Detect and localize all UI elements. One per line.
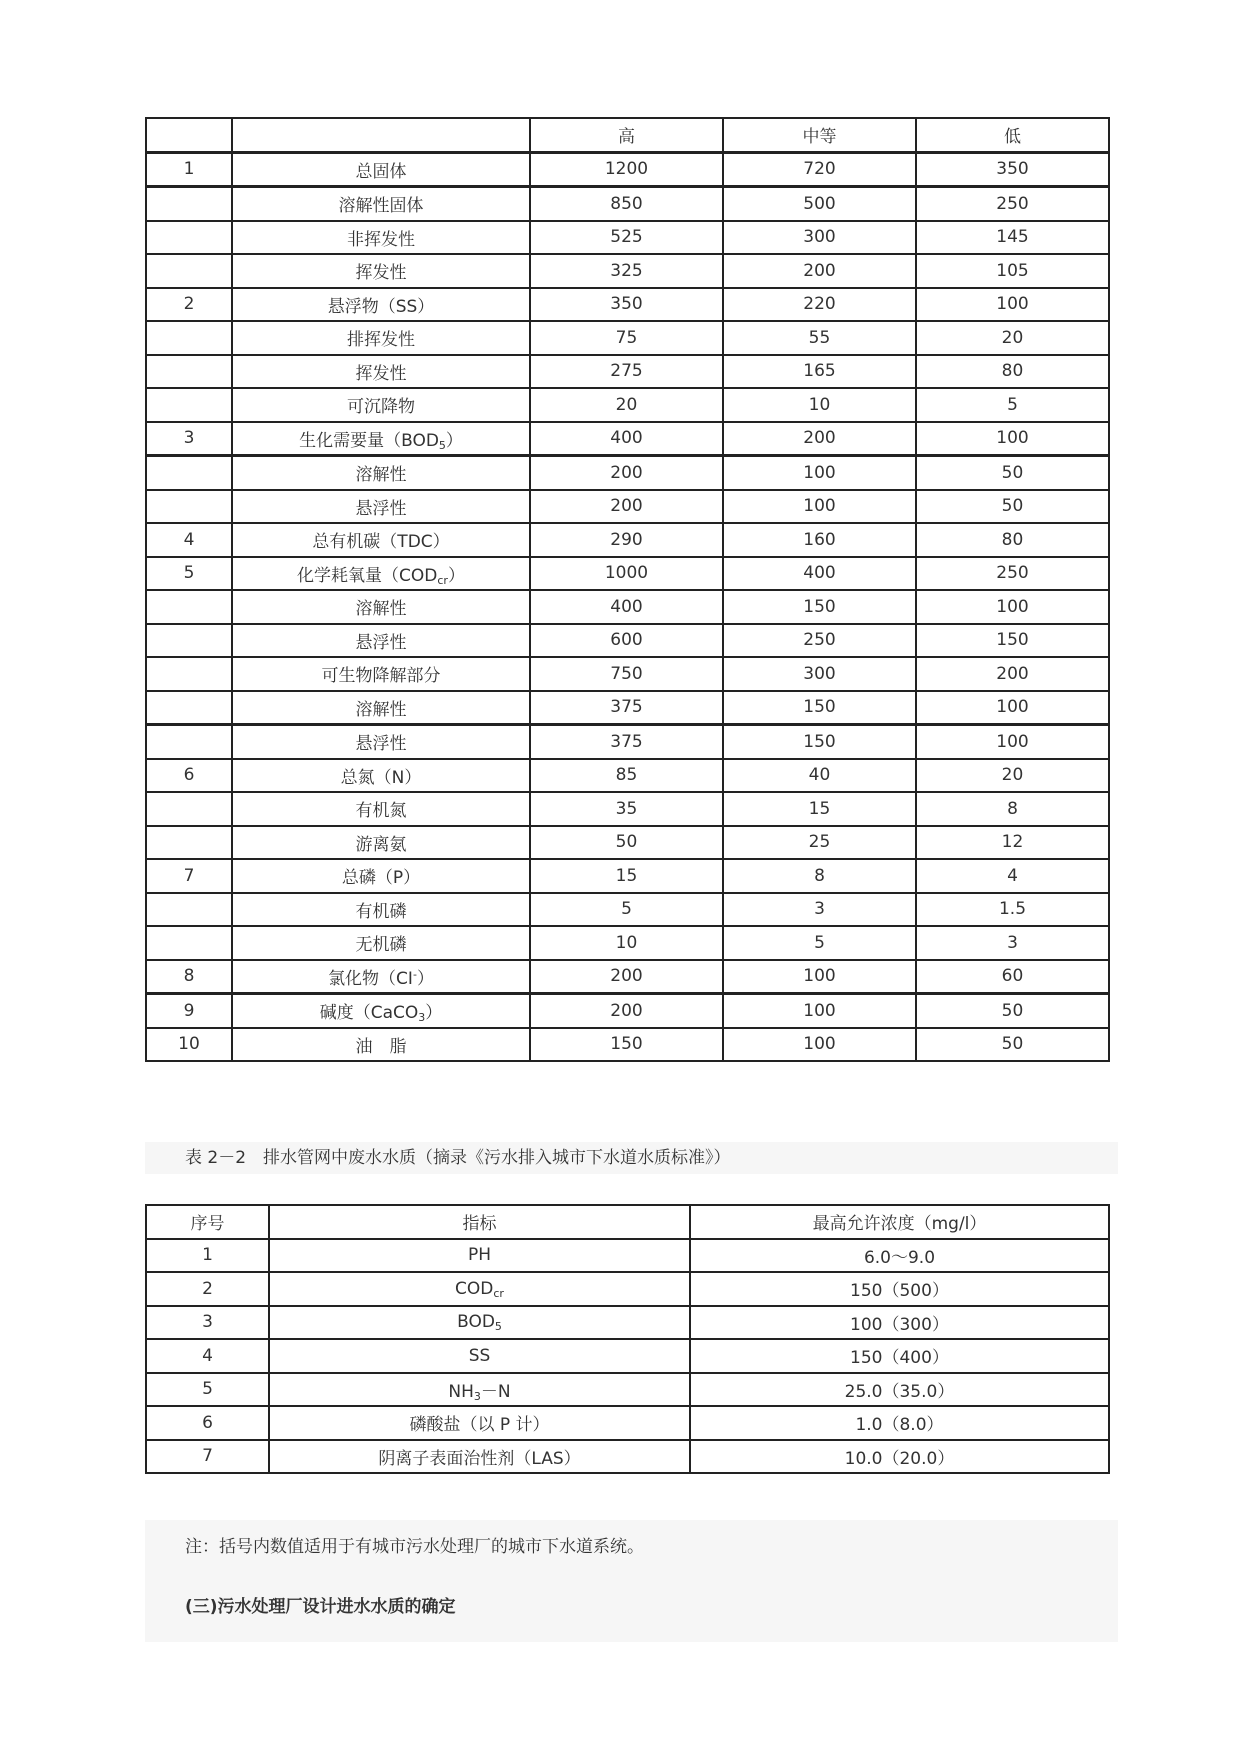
high-value-cell: 200 [530,490,723,524]
indicator-text: 挥发性 [355,263,407,284]
indicator-text: 化学耗氧量（COD [297,565,438,586]
medium-value-cell: 100 [723,456,916,490]
table-row [146,994,1109,1028]
high-value-cell: 20 [530,388,723,422]
high-value-cell: 5 [530,893,723,927]
indicator-cell [232,994,530,1028]
table-row [146,1440,1109,1474]
indicator-cell [232,557,530,591]
medium-value-cell: 15 [723,792,916,826]
medium-value-cell: 100 [723,960,916,994]
indicator-cell [232,187,530,221]
low-value-cell: 100 [916,590,1109,624]
low-value-cell: 50 [916,490,1109,524]
indicator-cell [232,960,530,994]
table-row [146,355,1109,389]
medium-value-cell: 160 [723,523,916,557]
medium-value-cell: 100 [723,490,916,524]
superscript: - [412,967,417,981]
indicator-text: 氯化物（CI [328,968,413,989]
table-row [146,557,1109,591]
row-number-cell [146,624,232,658]
indicator-text: 悬浮性 [355,734,407,755]
header-cell: 高 [530,118,723,152]
row-number-cell: 1 [146,1239,269,1273]
low-value-cell: 5 [916,388,1109,422]
low-value-cell: 3 [916,926,1109,960]
header-cell: 指标 [269,1205,690,1239]
indicator-text: 悬浮性 [355,632,407,653]
indicator-text: BOD [457,1312,495,1333]
row-number-cell: 1 [146,152,232,187]
medium-value-cell: 165 [723,355,916,389]
header-cell [146,118,232,152]
indicator-cell [232,759,530,793]
medium-value-cell: 400 [723,557,916,591]
row-number-cell: 3 [146,1306,269,1340]
indicator-text: 溶解性 [355,599,407,620]
table-row [146,1272,1109,1306]
row-number-cell: 6 [146,759,232,793]
row-number-cell: 8 [146,960,232,994]
indicator-text: 悬浮性 [355,498,407,519]
indicator-text: 有机氮 [355,801,407,822]
row-number-cell: 4 [146,1339,269,1373]
high-value-cell: 375 [530,691,723,725]
indicator-cell [232,388,530,422]
medium-value-cell: 200 [723,254,916,288]
table-row [146,422,1109,456]
indicator-text: 磷酸盐（以 P 计） [409,1415,550,1436]
table-row [146,859,1109,893]
low-value-cell: 100 [916,725,1109,759]
row-number-cell [146,355,232,389]
medium-value-cell: 55 [723,321,916,355]
subscript: 5 [494,1320,502,1334]
max-concentration-cell: 150（500） [690,1272,1109,1306]
high-value-cell: 525 [530,221,723,255]
medium-value-cell: 300 [723,657,916,691]
indicator-cell [232,590,530,624]
table-row [146,1239,1109,1273]
medium-value-cell: 5 [723,926,916,960]
indicator-text: 悬浮物（SS） [327,296,435,317]
indicator-text: 溶解性固体 [338,196,424,217]
indicator-text-tail: －N [480,1381,511,1402]
max-concentration-cell: 150（400） [690,1339,1109,1373]
max-concentration-cell: 1.0（8.0） [690,1406,1109,1440]
low-value-cell: 12 [916,826,1109,860]
indicator-cell [269,1306,690,1340]
medium-value-cell: 150 [723,590,916,624]
high-value-cell: 275 [530,355,723,389]
high-value-cell: 850 [530,187,723,221]
low-value-cell: 250 [916,557,1109,591]
indicator-cell [232,926,530,960]
subscript: 5 [438,438,446,452]
low-value-cell: 50 [916,456,1109,490]
low-value-cell: 100 [916,288,1109,322]
indicator-cell [232,826,530,860]
low-value-cell: 50 [916,1028,1109,1062]
indicator-cell [232,456,530,490]
medium-value-cell: 200 [723,422,916,456]
indicator-cell [269,1272,690,1306]
low-value-cell: 20 [916,759,1109,793]
indicator-text-tail: ） [445,430,463,451]
medium-value-cell: 500 [723,187,916,221]
row-number-cell: 2 [146,1272,269,1306]
medium-value-cell: 100 [723,994,916,1028]
wastewater-composition-table [145,117,1110,1062]
high-value-cell: 150 [530,1028,723,1062]
medium-value-cell: 300 [723,221,916,255]
row-number-cell [146,657,232,691]
indicator-cell [232,893,530,927]
indicator-text: 可沉降物 [347,397,415,418]
indicator-text: 碱度（CaCO [319,1003,419,1024]
max-concentration-cell: 100（300） [690,1306,1109,1340]
table-row [146,691,1109,725]
indicator-text: 总固体 [355,161,407,182]
high-value-cell: 325 [530,254,723,288]
table-row [146,321,1109,355]
low-value-cell: 8 [916,792,1109,826]
high-value-cell: 10 [530,926,723,960]
row-number-cell [146,490,232,524]
medium-value-cell: 250 [723,624,916,658]
table-row [146,254,1109,288]
subscript: cr [493,1286,504,1300]
indicator-text: 油 脂 [355,1036,407,1057]
high-value-cell: 600 [530,624,723,658]
medium-value-cell: 8 [723,859,916,893]
row-number-cell: 10 [146,1028,232,1062]
subscript: 3 [418,1011,426,1025]
high-value-cell: 400 [530,422,723,456]
table-row [146,826,1109,860]
table-row [146,388,1109,422]
header-cell: 中等 [723,118,916,152]
section-heading: (三)污水处理厂设计进水水质的确定 [185,1597,456,1617]
medium-value-cell: 220 [723,288,916,322]
table-row [146,759,1109,793]
medium-value-cell: 150 [723,691,916,725]
low-value-cell: 100 [916,422,1109,456]
indicator-cell [232,221,530,255]
high-value-cell: 200 [530,960,723,994]
indicator-text: NH [448,1381,474,1402]
footnote: 注：括号内数值适用于有城市污水处理厂的城市下水道系统。 [185,1537,644,1557]
high-value-cell: 290 [530,523,723,557]
table-row [146,657,1109,691]
table-row [146,1306,1109,1340]
table-row [146,926,1109,960]
low-value-cell: 105 [916,254,1109,288]
table-row [146,893,1109,927]
table-row [146,523,1109,557]
table-row [146,1373,1109,1407]
indicator-text: 总氮（N） [340,767,422,788]
table-row [146,590,1109,624]
max-concentration-cell: 10.0（20.0） [690,1440,1109,1474]
indicator-text: 非挥发性 [347,229,415,250]
indicator-cell [232,355,530,389]
indicator-cell [232,152,530,187]
indicator-cell [232,859,530,893]
indicator-text: 阴离子表面治性剂（LAS） [378,1448,581,1469]
indicator-cell [269,1339,690,1373]
subscript: cr [437,573,448,587]
row-number-cell [146,792,232,826]
indicator-text: 排挥发性 [347,330,415,351]
low-value-cell: 350 [916,152,1109,187]
table-row [146,456,1109,490]
high-value-cell: 1200 [530,152,723,187]
indicator-cell [232,624,530,658]
header-cell [232,118,530,152]
max-concentration-cell: 25.0（35.0） [690,1373,1109,1407]
medium-value-cell: 40 [723,759,916,793]
table-row [146,1406,1109,1440]
table-caption: 表 2－2 排水管网中废水水质（摘录《污水排入城市下水道水质标准》） [145,1142,1118,1174]
indicator-text: 无机磷 [355,935,407,956]
indicator-text: 生化需要量（BOD [299,430,439,451]
low-value-cell: 150 [916,624,1109,658]
medium-value-cell: 25 [723,826,916,860]
row-number-cell [146,826,232,860]
indicator-text-tail: ） [447,565,465,586]
high-value-cell: 350 [530,288,723,322]
table-row [146,624,1109,658]
low-value-cell: 4 [916,859,1109,893]
low-value-cell: 145 [916,221,1109,255]
row-number-cell [146,187,232,221]
high-value-cell: 15 [530,859,723,893]
low-value-cell: 80 [916,523,1109,557]
indicator-text: 溶解性 [355,465,407,486]
header-row [146,118,1109,152]
indicator-cell [269,1440,690,1474]
row-number-cell [146,691,232,725]
row-number-cell [146,590,232,624]
high-value-cell: 200 [530,994,723,1028]
table-row [146,187,1109,221]
table-row [146,1028,1109,1062]
medium-value-cell: 100 [723,1028,916,1062]
row-number-cell [146,388,232,422]
header-cell: 序号 [146,1205,269,1239]
max-concentration-cell: 6.0～9.0 [690,1239,1109,1273]
row-number-cell: 6 [146,1406,269,1440]
high-value-cell: 35 [530,792,723,826]
row-number-cell [146,893,232,927]
row-number-cell [146,456,232,490]
table-row [146,221,1109,255]
row-number-cell: 7 [146,859,232,893]
medium-value-cell: 10 [723,388,916,422]
table-row [146,1339,1109,1373]
low-value-cell: 100 [916,691,1109,725]
indicator-text-tail: ） [425,1003,443,1024]
table-row [146,152,1109,187]
indicator-cell [232,1028,530,1062]
indicator-cell [232,422,530,456]
row-number-cell: 4 [146,523,232,557]
table-row [146,960,1109,994]
row-number-cell: 3 [146,422,232,456]
indicator-text: SS [468,1345,491,1366]
medium-value-cell: 720 [723,152,916,187]
header-cell: 低 [916,118,1109,152]
row-number-cell: 2 [146,288,232,322]
high-value-cell: 375 [530,725,723,759]
low-value-cell: 250 [916,187,1109,221]
indicator-text: 可生物降解部分 [321,666,441,687]
high-value-cell: 85 [530,759,723,793]
row-number-cell [146,254,232,288]
indicator-cell [232,523,530,557]
table-row [146,490,1109,524]
low-value-cell: 200 [916,657,1109,691]
indicator-cell [232,792,530,826]
indicator-cell [232,725,530,759]
low-value-cell: 60 [916,960,1109,994]
indicator-cell [232,657,530,691]
row-number-cell: 9 [146,994,232,1028]
high-value-cell: 400 [530,590,723,624]
indicator-cell [232,490,530,524]
table-row [146,288,1109,322]
indicator-cell [232,288,530,322]
indicator-cell [232,321,530,355]
indicator-text: 总磷（P） [341,868,421,889]
indicator-text: COD [455,1278,494,1299]
row-number-cell: 5 [146,557,232,591]
indicator-cell [269,1239,690,1273]
indicator-cell [232,254,530,288]
indicator-text: 游离氨 [355,834,407,855]
discharge-standard-table [145,1204,1110,1474]
low-value-cell: 50 [916,994,1109,1028]
high-value-cell: 1000 [530,557,723,591]
indicator-cell [269,1373,690,1407]
low-value-cell: 80 [916,355,1109,389]
indicator-text-tail: ） [416,968,434,989]
indicator-text: 溶解性 [355,699,407,720]
header-row [146,1205,1109,1239]
indicator-text: 挥发性 [355,363,407,384]
indicator-cell [232,691,530,725]
high-value-cell: 750 [530,657,723,691]
row-number-cell: 5 [146,1373,269,1407]
table-row [146,792,1109,826]
row-number-cell: 7 [146,1440,269,1474]
indicator-text: PH [467,1245,492,1266]
high-value-cell: 75 [530,321,723,355]
low-value-cell: 1.5 [916,893,1109,927]
subscript: 3 [473,1389,481,1403]
row-number-cell [146,321,232,355]
row-number-cell [146,926,232,960]
medium-value-cell: 150 [723,725,916,759]
low-value-cell: 20 [916,321,1109,355]
high-value-cell: 50 [530,826,723,860]
indicator-cell [269,1406,690,1440]
header-cell: 最高允许浓度（mg/l） [690,1205,1109,1239]
note-section [145,1520,1118,1642]
table-row [146,725,1109,759]
row-number-cell [146,725,232,759]
row-number-cell [146,221,232,255]
high-value-cell: 200 [530,456,723,490]
indicator-text: 总有机碳（TDC） [312,532,450,553]
indicator-text: 有机磷 [355,901,407,922]
medium-value-cell: 3 [723,893,916,927]
